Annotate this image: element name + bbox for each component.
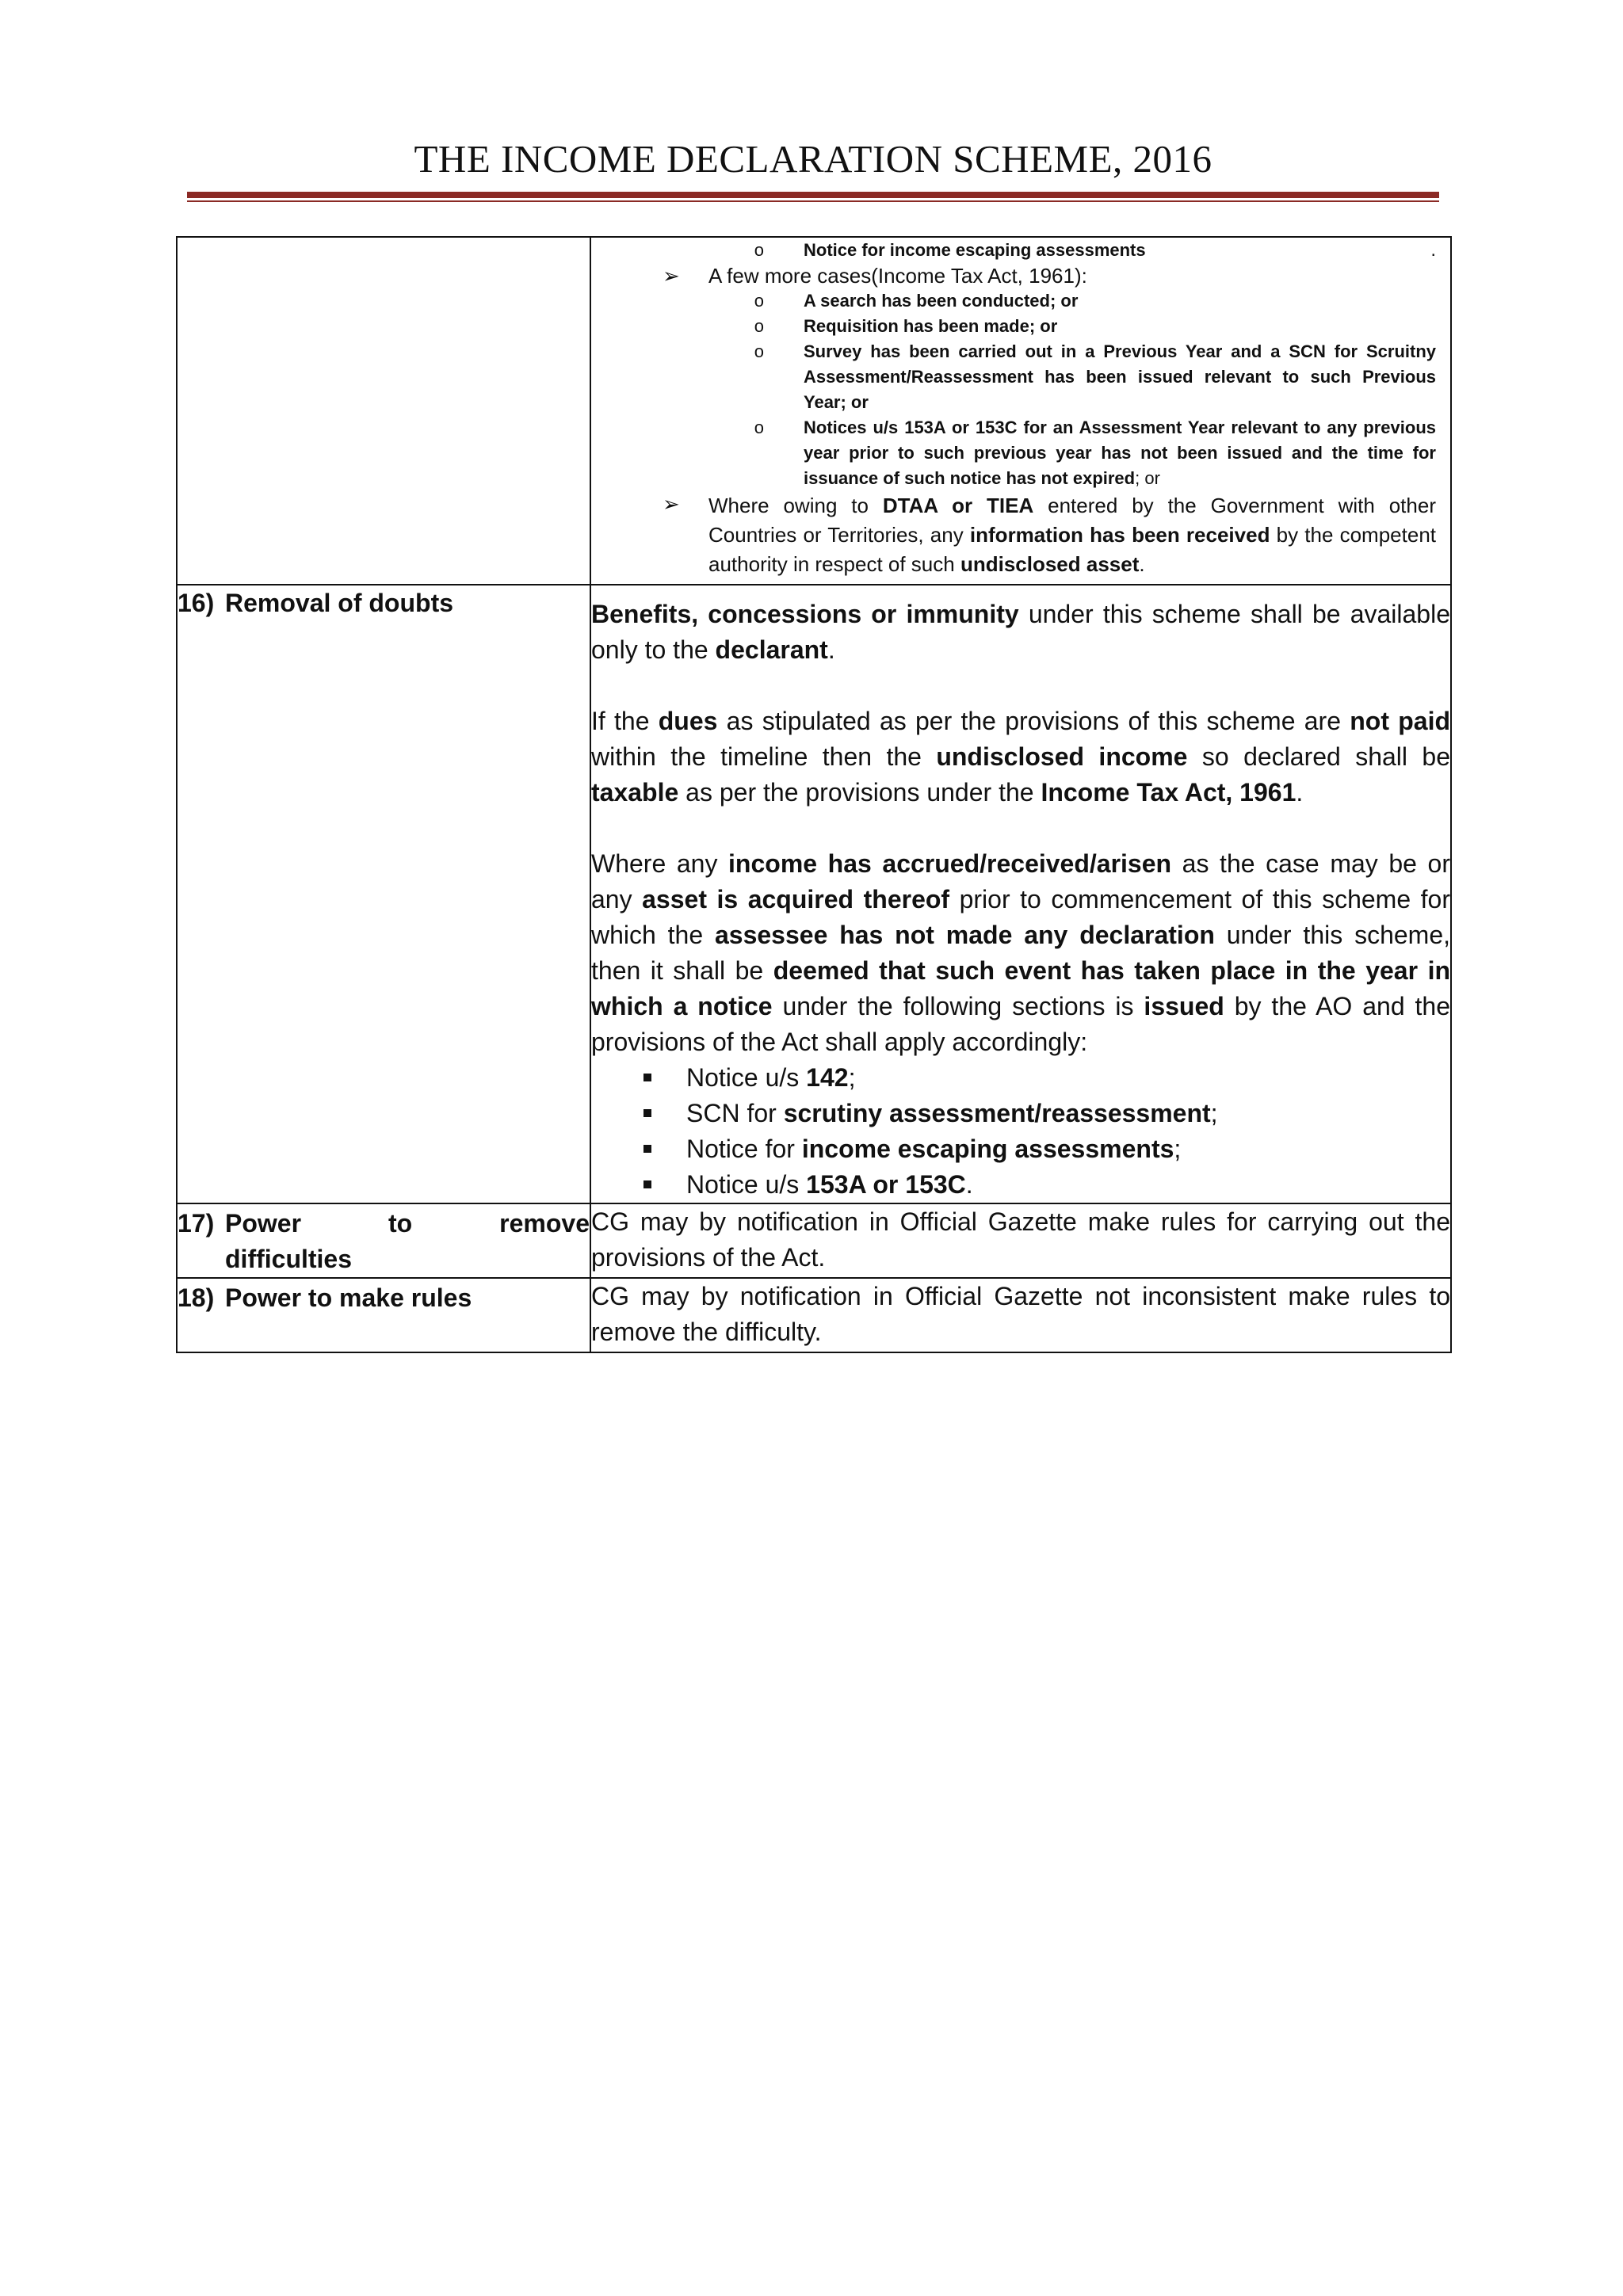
section-title: Removal of doubts (225, 589, 454, 617)
item-text: A search has been conducted; or (804, 291, 1079, 311)
list-item: Notice u/s 142; (591, 1060, 1450, 1096)
section-body-cell (590, 1278, 1451, 1352)
header-rule-thin (187, 200, 1439, 202)
paragraph: CG may by notification in Official Gazette make rules for carrying out the provisions of the Act. (591, 1207, 1450, 1272)
paragraph: If the dues as stipulated as per the provisions of this scheme are not paid within the timeline then the undisclosed income so declared shall be taxable as per the provisions under the Income Tax Act, 1961. (591, 707, 1451, 807)
item-text: Survey has been carried out in a Previous Year and a SCN for Scruitny Assessment/Reassessment has been issued relevant to such Previous Year; or (804, 341, 1436, 412)
item-text: Where owing to DTAA or TIEA entered by the Government with other Countries or Territories, any information has been received by the competent authority in respect of such undisclosed asset. (708, 494, 1436, 576)
arrow-bullet-icon: ➢ (663, 264, 680, 288)
circle-bullet-icon: o (754, 291, 764, 311)
section-heading (178, 585, 590, 621)
square-bullet-icon (591, 1060, 686, 1096)
list-item (605, 415, 1436, 491)
section-number: 16) (178, 589, 215, 617)
list-item (605, 288, 1436, 314)
bullet-list (591, 1060, 1450, 1203)
section-body-cell (590, 585, 1451, 1203)
page-header (187, 133, 1439, 202)
item-text: Notice for income escaping assessments (804, 240, 1146, 260)
list-item: Notice u/s 153A or 153C. (591, 1167, 1450, 1203)
header-rule-thick (187, 192, 1439, 198)
item-text: A few more cases(Income Tax Act, 1961): (708, 264, 1087, 288)
section-number: 18) (178, 1283, 215, 1312)
table-row-16 (177, 585, 1451, 1203)
circle-bullet-icon: o (754, 240, 764, 260)
list-item (605, 339, 1436, 415)
list-item (605, 491, 1436, 579)
table-row-18 (177, 1278, 1451, 1352)
page-title: THE INCOME DECLARATION SCHEME, 2016 (414, 137, 1212, 181)
list-item: SCN for scrutiny assessment/reassessment; (591, 1096, 1450, 1131)
section-heading (178, 1206, 590, 1241)
list-item: Notice for income escaping assessments; (591, 1131, 1450, 1167)
section-heading-cell (177, 585, 590, 1203)
square-bullet-icon (591, 1096, 686, 1131)
circle-bullet-icon: o (754, 418, 764, 437)
circle-bullet-icon: o (754, 316, 764, 336)
left-cell-empty (177, 237, 590, 585)
item-tail: . (1430, 239, 1436, 261)
section-number: 17) (178, 1209, 215, 1238)
circle-bullet-icon: o (754, 341, 764, 361)
square-bullet-icon (591, 1131, 686, 1167)
list-item (605, 238, 1436, 263)
section-heading (178, 1280, 590, 1316)
section-title: Power to remove (225, 1209, 590, 1238)
section-title: Power to make rules (225, 1283, 472, 1312)
section-body-cell (590, 1203, 1451, 1278)
item-text: Notices u/s 153A or 153C for an Assessment Year relevant to any previous year prior to such previous year has not been issued and the time for issuance of such notice has not expired; or (804, 418, 1436, 488)
table-row-continued (177, 237, 1451, 585)
right-cell-continued (590, 237, 1451, 585)
arrow-bullet-icon: ➢ (663, 492, 680, 516)
scheme-table (176, 236, 1452, 1353)
square-bullet-icon (591, 1167, 686, 1203)
continued-list (591, 238, 1450, 584)
section-title-continued: difficulties (225, 1245, 353, 1273)
paragraph: CG may by notification in Official Gazette not inconsistent make rules to remove the difficulty. (591, 1282, 1450, 1346)
table-row-17 (177, 1203, 1451, 1278)
paragraph: Benefits, concessions or immunity under this scheme shall be available only to the declarant. (591, 600, 1450, 664)
list-item (605, 314, 1436, 339)
item-text: Requisition has been made; or (804, 316, 1058, 336)
section-heading-cell (177, 1203, 590, 1278)
section-heading-cell (177, 1278, 590, 1352)
paragraph: Where any income has accrued/received/arisen as the case may be or any asset is acquired thereof prior to commencement of this scheme for which the assessee has not made any declaration under this scheme, then it shall be deemed that such event has taken place in the year in which a notice under the following sections is issued by the AO and the provisions of the Act shall apply accordingly: (591, 849, 1451, 1056)
list-item (605, 263, 1436, 288)
